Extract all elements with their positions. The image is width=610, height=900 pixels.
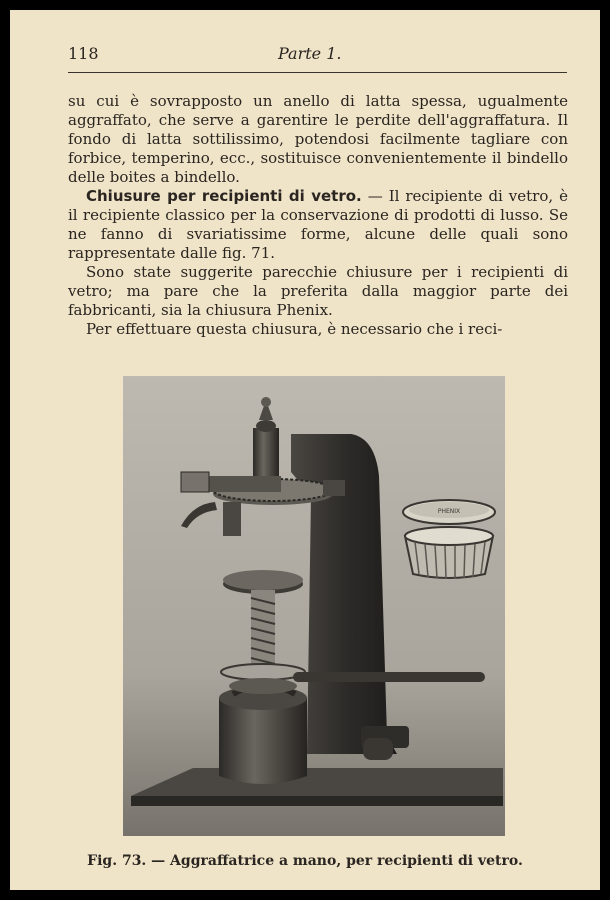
paragraph-4: Per effettuare questa chiusura, è necessario che i reci-	[86, 320, 503, 338]
figure-caption: Fig. 73. — Aggraffatrice a mano, per recipienti di vetro.	[87, 853, 523, 869]
page-header	[68, 44, 568, 70]
hand-seaming-machine-drawing	[123, 376, 505, 836]
paragraph-3: Sono state suggerite parecchie chiusure per i recipienti di vetro; ma pare che la preferita dalla maggior parte dei fabbricanti, sia la chiusura Phenix.	[68, 263, 568, 319]
section-heading: Chiusure per recipienti di vetro.	[86, 187, 362, 205]
paragraph-2	[68, 187, 568, 263]
running-head: Parte 1.	[278, 44, 342, 63]
book-page	[10, 10, 600, 890]
body-text	[68, 92, 568, 339]
paragraph-1: su cui è sovrapposto un anello di latta spessa, ugualmente aggraffato, che serve a garentire le perdite dell'aggraffatura. Il fondo di latta sottilissimo, potendosi facilmente tagliare con forbice, temperino, ecc., sostituisce convenientemente il bindello delle boites a bindello.	[68, 92, 568, 186]
page-number: 118	[68, 44, 99, 63]
lid-text: PHENIX	[437, 508, 461, 515]
figure-illustration	[123, 376, 505, 836]
paragraph-2-text: — Il recipiente di vetro, è il recipiente classico per la conservazione di prodotti di lusso. Se ne fanno di svariatissime forme, alcune delle quali sono rappresentate dalle fig. 71.	[68, 187, 569, 262]
header-rule	[68, 72, 567, 73]
